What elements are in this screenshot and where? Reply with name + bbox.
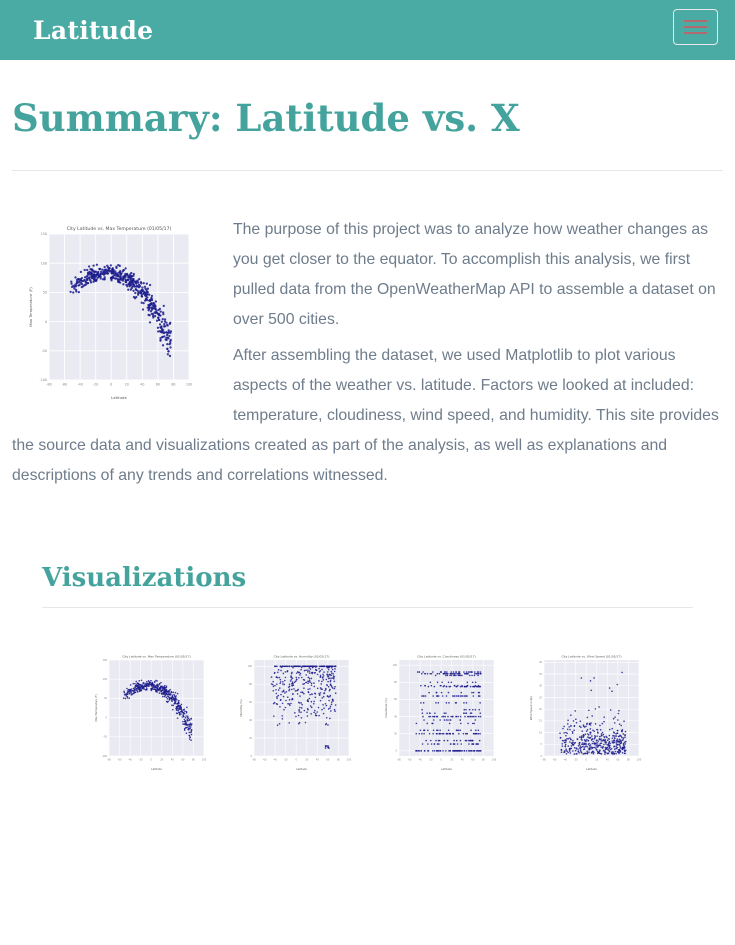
svg-text:-50: -50: [41, 348, 47, 353]
svg-text:80: 80: [249, 682, 252, 686]
svg-text:60: 60: [181, 757, 185, 761]
visualizations-divider: [42, 607, 693, 608]
svg-text:150: 150: [40, 231, 47, 236]
summary-section: [12, 215, 723, 497]
humidity-thumbnail-chart: [237, 648, 353, 772]
svg-text:80: 80: [626, 757, 630, 761]
svg-text:100: 100: [102, 677, 107, 681]
svg-text:0: 0: [540, 754, 542, 758]
svg-text:City Latitude vs. Max Temperat: City Latitude vs. Max Temperature (01/05/17): [66, 226, 172, 232]
svg-text:-60: -60: [117, 757, 122, 761]
svg-text:40: 40: [394, 715, 397, 719]
svg-text:-20: -20: [283, 757, 288, 761]
svg-text:-40: -40: [77, 381, 83, 386]
brand-link[interactable]: Latitude: [33, 15, 154, 45]
navbar: [0, 0, 735, 60]
svg-text:60: 60: [326, 757, 330, 761]
svg-text:-60: -60: [552, 757, 557, 761]
svg-text:-40: -40: [273, 757, 277, 761]
svg-text:Latitude: Latitude: [151, 767, 162, 771]
svg-text:-20: -20: [573, 757, 578, 761]
svg-text:Wind Speed (mph): Wind Speed (mph): [530, 695, 533, 720]
wind-speed-thumbnail-chart: [527, 648, 643, 772]
svg-text:-20: -20: [428, 757, 433, 761]
thumbnail-link-humidity[interactable]: [237, 648, 353, 772]
svg-text:20: 20: [394, 732, 397, 736]
svg-text:-80: -80: [252, 757, 256, 761]
thumbnail-link-max-temperature[interactable]: [92, 648, 208, 772]
max-temperature-thumbnail-chart: [92, 648, 208, 772]
svg-text:Cloudiness (%): Cloudiness (%): [385, 697, 388, 718]
menu-bar-icon: [684, 20, 707, 22]
summary-paragraph-2: After assembling the dataset, we used Matplotlib to plot various aspects of the weather vs. latitude. Factors we looked at included: temperature, cloudiness, wind speed, and humidity. This site provides the source data and visualizations created as part of the analysis, as well as explanations and descriptions of any trends and correlations witnessed.: [12, 346, 719, 484]
temperature-chart-link[interactable]: [27, 219, 193, 401]
svg-text:20: 20: [450, 757, 454, 761]
svg-text:60: 60: [394, 697, 397, 701]
svg-text:0: 0: [110, 381, 113, 386]
svg-text:0: 0: [150, 757, 152, 761]
svg-text:100: 100: [247, 664, 252, 668]
latitude-vs-max-temperature-chart: [27, 219, 193, 401]
svg-text:20: 20: [249, 736, 252, 740]
svg-text:35: 35: [539, 672, 542, 676]
svg-text:City Latitude vs. Wind Speed (: City Latitude vs. Wind Speed (01/05/17): [561, 653, 622, 658]
thumbnail-link-wind-speed[interactable]: [527, 648, 643, 772]
svg-text:150: 150: [102, 658, 107, 662]
svg-text:40: 40: [249, 718, 252, 722]
svg-text:-60: -60: [262, 757, 267, 761]
svg-text:City Latitude vs. Cloudiness (: City Latitude vs. Cloudiness (01/05/17): [417, 653, 476, 658]
svg-text:20: 20: [160, 757, 164, 761]
svg-text:50: 50: [42, 290, 47, 295]
svg-text:100: 100: [40, 261, 47, 266]
svg-text:100: 100: [201, 757, 207, 761]
svg-text:0: 0: [440, 757, 442, 761]
svg-text:-40: -40: [418, 757, 422, 761]
svg-text:100: 100: [346, 757, 352, 761]
cloudiness-thumbnail-chart: [382, 648, 498, 772]
svg-text:City Latitude vs. Humidity (01: City Latitude vs. Humidity (01/05/17): [273, 653, 330, 658]
svg-text:-80: -80: [46, 381, 52, 386]
svg-text:20: 20: [305, 757, 309, 761]
svg-text:40: 40: [460, 757, 464, 761]
svg-text:60: 60: [155, 381, 160, 386]
svg-text:40: 40: [605, 757, 609, 761]
svg-text:25: 25: [539, 695, 542, 699]
svg-text:100: 100: [636, 757, 642, 761]
svg-text:80: 80: [336, 757, 340, 761]
svg-text:0: 0: [585, 757, 587, 761]
menu-toggle-button[interactable]: [673, 9, 718, 45]
svg-text:Latitude: Latitude: [586, 767, 597, 771]
svg-text:-20: -20: [138, 757, 143, 761]
svg-text:City Latitude vs. Max Temperat: City Latitude vs. Max Temperature (01/05/17): [122, 653, 191, 658]
svg-text:-80: -80: [107, 757, 111, 761]
menu-bar-icon: [684, 32, 707, 34]
menu-bar-icon: [684, 26, 707, 28]
svg-text:-50: -50: [103, 735, 107, 739]
svg-text:80: 80: [171, 381, 176, 386]
svg-text:0: 0: [250, 754, 252, 758]
svg-text:0: 0: [395, 749, 397, 753]
svg-text:20: 20: [124, 381, 129, 386]
svg-text:20: 20: [539, 707, 542, 711]
svg-text:Max Temperature (F): Max Temperature (F): [28, 286, 33, 327]
visualizations-heading: Visualizations: [42, 562, 247, 593]
svg-text:Max Temperature (F): Max Temperature (F): [95, 694, 98, 722]
svg-text:0: 0: [295, 757, 297, 761]
summary-paragraph-1: The purpose of this project was to analyze how weather changes as you get closer to the equator. To accomplish this analysis, we first pulled data from the OpenWeatherMap API to assemble a dataset on over 500 cities.: [233, 220, 716, 328]
svg-text:50: 50: [104, 696, 107, 700]
svg-text:80: 80: [481, 757, 485, 761]
svg-text:60: 60: [616, 757, 620, 761]
svg-text:40: 40: [315, 757, 319, 761]
svg-text:-80: -80: [397, 757, 401, 761]
svg-text:20: 20: [595, 757, 599, 761]
chart-gallery: [42, 648, 693, 772]
page-title: Summary: Latitude vs. X: [12, 96, 520, 140]
svg-text:40: 40: [170, 757, 174, 761]
svg-text:100: 100: [392, 663, 397, 667]
svg-text:-20: -20: [92, 381, 99, 386]
svg-text:5: 5: [540, 742, 542, 746]
svg-text:80: 80: [191, 757, 195, 761]
svg-text:10: 10: [539, 731, 542, 735]
svg-text:-100: -100: [101, 754, 107, 758]
svg-text:0: 0: [44, 319, 47, 324]
svg-text:0: 0: [105, 716, 107, 720]
svg-text:100: 100: [491, 757, 497, 761]
svg-text:-80: -80: [542, 757, 546, 761]
title-divider: [12, 170, 723, 171]
thumbnail-link-cloudiness[interactable]: [382, 648, 498, 772]
svg-text:Latitude: Latitude: [296, 767, 307, 771]
svg-text:30: 30: [539, 684, 542, 688]
svg-text:80: 80: [394, 680, 397, 684]
svg-text:Humidity (%): Humidity (%): [240, 699, 243, 717]
svg-text:-40: -40: [128, 757, 132, 761]
visualizations-section: [12, 563, 723, 772]
svg-text:-100: -100: [39, 377, 47, 382]
svg-text:-40: -40: [563, 757, 567, 761]
svg-text:-60: -60: [407, 757, 412, 761]
svg-text:-60: -60: [61, 381, 68, 386]
svg-text:15: 15: [539, 719, 542, 723]
main-content: [0, 98, 735, 772]
svg-text:Latitude: Latitude: [441, 767, 452, 771]
svg-text:60: 60: [249, 700, 252, 704]
svg-text:40: 40: [140, 381, 145, 386]
svg-text:Latitude: Latitude: [111, 394, 127, 400]
svg-text:100: 100: [185, 381, 193, 386]
svg-text:40: 40: [539, 660, 542, 664]
svg-text:60: 60: [471, 757, 475, 761]
